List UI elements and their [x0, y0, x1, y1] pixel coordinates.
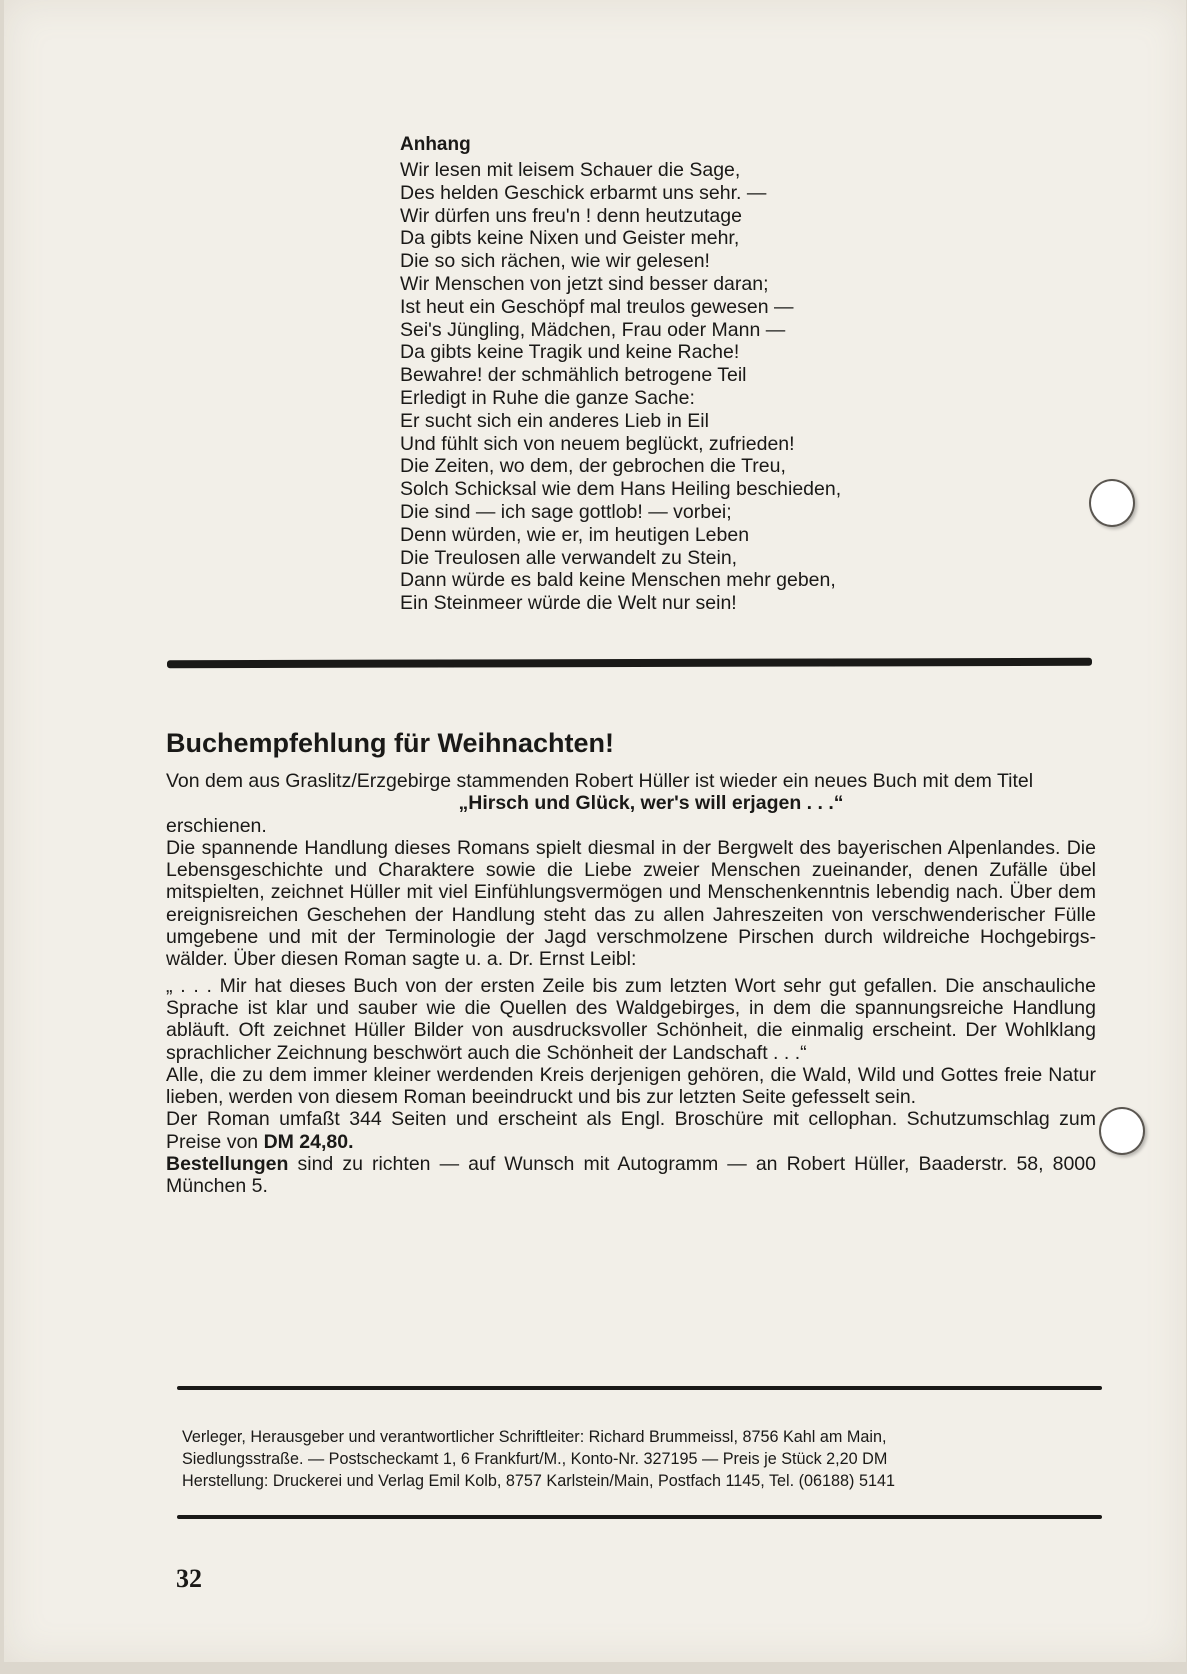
poem-line: Die Zeiten, wo dem, der gebrochen die Treu, — [400, 455, 786, 478]
imprint-line: Siedlungsstraße. — Postscheckamt 1, 6 Frankfurt/M., Konto-Nr. 327195 — Preis je Stück 2,20 DM — [182, 1450, 888, 1468]
review-order — [166, 1153, 1096, 1198]
poem-line: Ist heut ein Geschöpf mal treulos gewesen — — [400, 295, 794, 318]
poem-line: Er sucht sich ein anderes Lieb in Eil — [400, 409, 709, 432]
imprint — [182, 1426, 1107, 1492]
poem-line: Wir dürfen uns freu'n ! denn heutzutage — [400, 204, 742, 227]
review-closing: Alle, die zu dem immer kleiner werdenden Kreis derjenigen gehören, die Wald, Wild und Gottes freie Natur lieben, werden von diesem Roman beeindruckt und bis zur letzten Seite gefesselt sein. — [166, 1063, 1096, 1109]
poem-line: Solch Schicksal wie dem Hans Heiling beschieden, — [400, 478, 842, 501]
poem-line: Erledigt in Ruhe die ganze Sache: — [400, 386, 695, 409]
poem-line: Denn würden, wie er, im heutigen Leben — [400, 523, 750, 546]
punch-hole-bottom — [1099, 1107, 1145, 1155]
poem-section — [400, 133, 960, 615]
poem-line: Da gibts keine Tragik und keine Rache! — [400, 341, 740, 364]
section-divider — [177, 1386, 1102, 1390]
review-appeared: erschienen. — [166, 814, 267, 837]
review-heading: Buchempfehlung für Weihnachten! — [166, 728, 615, 758]
poem-line: Ein Steinmeer würde die Welt nur sein! — [400, 592, 737, 615]
section-divider — [177, 1515, 1102, 1519]
poem-line: Da gibts keine Nixen und Geister mehr, — [400, 227, 740, 250]
review-body: Die spannende Handlung dieses Romans spielt diesmal in der Bergwelt des bayerischen Alpenlandes. Die Lebensgeschichte und Charaktere sowie die Liebe zweier Menschen zueinander, denen Zufälle übel mitspielten, zeichnet Hüller mit viel Einfühlungsvermögen und Menschenkenntnis lebendig nach. Über dem ereignisreichen Geschehen der Handlung steht das zu allen Jahreszeiten von verschwenderischer Fülle umgebene und mit der Terminologie der Jagd verschmolzene Pirschen durch wildreiche Hochgebirgswälder. Über diesen Roman sagte u. a. Dr. Ernst Leibl: — [166, 836, 1096, 971]
book-title: „Hirsch und Glück, wer's will erjagen . . .“ — [458, 792, 844, 815]
poem-line: Bewahre! der schmählich betrogene Teil — [400, 364, 747, 387]
imprint-line: Verleger, Herausgeber und verantwortlicher Schriftleiter: Richard Brummeissl, 8756 Kahl am Main, — [182, 1428, 887, 1446]
punch-hole-top — [1089, 479, 1135, 527]
poem-line: Die Treulosen alle verwandelt zu Stein, — [400, 546, 738, 569]
poem-line: Wir Menschen von jetzt sind besser daran; — [400, 272, 769, 295]
poem-line: Sei's Jüngling, Mädchen, Frau oder Mann — — [400, 318, 786, 341]
poem-line: Wir lesen mit leisem Schauer die Sage, — [400, 159, 741, 181]
page-number: 32 — [176, 1564, 202, 1593]
poem-line: Und fühlt sich von neuem beglückt, zufrieden! — [400, 432, 795, 455]
poem-heading: Anhang — [400, 134, 471, 155]
review-quote: „ . . . Mir hat dieses Buch von der ersten Zeile bis zum letzten Wort sehr gut gefallen. Die anschauliche Sprache ist klar und sauber wie die Quellen des Waldgebirges, in dem die spannungsreiche Handlung abläuft. Oft zeichnet Hüller Bilder von ausdrucksvoller Schönheit, die einmalig erscheint. Der Wohlklang sprachlicher Zeichnung beschwört auch die Schönheit der Landschaft . . .“ — [166, 974, 1096, 1064]
poem-line: Die sind — ich sage gottlob! — vorbei; — [400, 500, 732, 523]
page-sheet — [4, 0, 1186, 1662]
review-format — [166, 1108, 1096, 1153]
poem-line: Des helden Geschick erbarmt uns sehr. — — [400, 181, 767, 204]
section-divider-thick — [167, 658, 1092, 668]
order-label: Bestellungen — [166, 1153, 289, 1176]
imprint-line: Herstellung: Druckerei und Verlag Emil Kolb, 8757 Karlstein/Main, Postfach 1145, Tel. (06188) 5141 — [182, 1472, 895, 1490]
poem-line: Die so sich rächen, wie wir gelesen! — [400, 250, 710, 273]
order-text: sind zu richten — auf Wunsch mit Autogramm — an Robert Hüller, Baaderstr. 58, 8000 München 5. — [166, 1153, 1096, 1198]
book-recommendation — [166, 726, 1096, 1198]
review-intro: Von dem aus Graslitz/Erzgebirge stammenden Robert Hüller ist wieder ein neues Buch mit dem Titel — [166, 770, 1034, 792]
format-text: Der Roman umfaßt 344 Seiten und erscheint als Engl. Broschüre mit cellophan. Schutzumschlag zum Preise von — [166, 1108, 1096, 1153]
poem-line: Dann würde es bald keine Menschen mehr geben, — [400, 569, 836, 592]
price: DM 24,80. — [263, 1130, 354, 1153]
